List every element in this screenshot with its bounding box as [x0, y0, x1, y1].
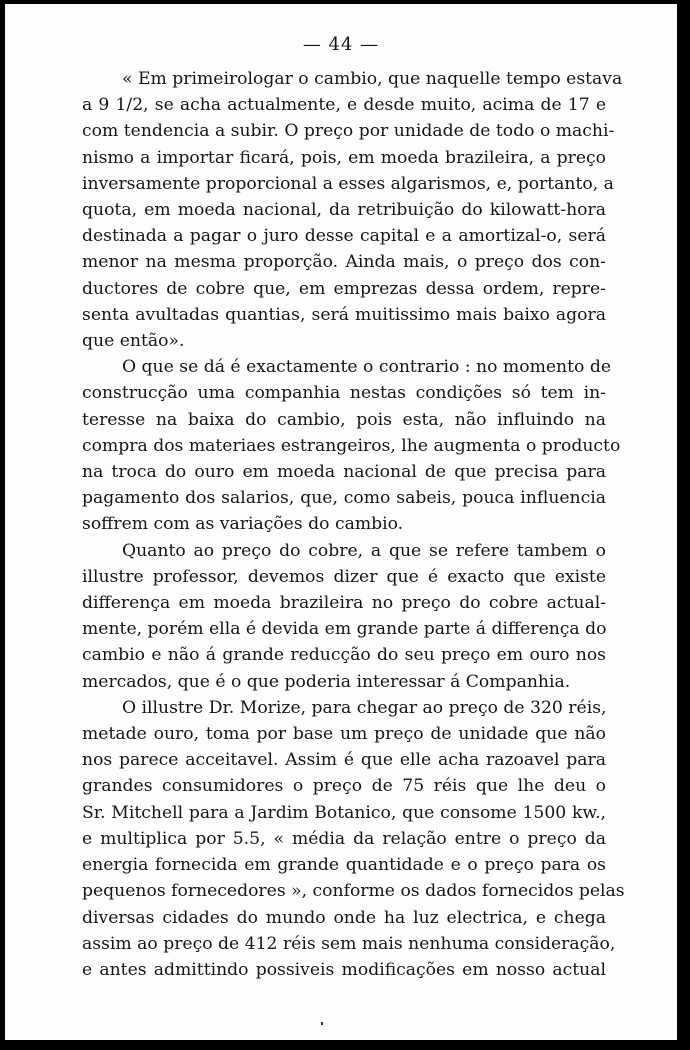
- text-line: quota, em moeda nacional, da retribuição do kilowatt-hora: [82, 200, 606, 221]
- text-line: destinada a pagar o juro desse capital e a amortizal-o, será: [82, 226, 606, 247]
- text-line: grandes consumidores o preço de 75 réis que lhe deu o: [82, 776, 606, 797]
- text-line: mercados, que é o que poderia interessar á Companhia.: [82, 671, 571, 692]
- text-line: differença em moeda brazileira no preço do cobre actual-: [82, 593, 606, 614]
- text-line: com tendencia a subir. O preço por unidade de todo o machi-: [82, 121, 615, 142]
- text-line: pagamento dos salarios, que, como sabeis, pouca influencia: [82, 488, 606, 509]
- text-line: mente, porém ella é devida em grande parte á differença do: [82, 619, 607, 640]
- text-line: energia fornecida em grande quantidade e o preço para os: [82, 855, 606, 876]
- page-number: — 44 —: [302, 34, 380, 55]
- book-page: [5, 4, 677, 1040]
- text-line: teresse na baixa do cambio, pois esta, não influindo na: [82, 409, 606, 430]
- paragraph-1: [82, 66, 623, 354]
- text-line: inversamente proporcional a esses algarismos, e, portanto, a: [82, 173, 614, 194]
- text-line: pequenos fornecedores », conforme os dados fornecidos pelas: [82, 881, 625, 902]
- text-line: cambio e não á grande reducção do seu preço em ouro nos: [82, 645, 606, 666]
- text-line: construcção uma companhia nestas condições só tem in-: [82, 383, 606, 404]
- text-line: Quanto ao preço do cobre, a que se refere tambem o: [122, 540, 606, 561]
- text-line: nos parece acceitavel. Assim é que elle acha razoavel para: [82, 750, 606, 771]
- text-line: ductores de cobre que, em emprezas dessa ordem, repre-: [82, 278, 606, 299]
- text-line: soffrem com as variações do cambio.: [82, 514, 404, 535]
- text-line: « Em primeirologar o cambio, que naquelle tempo estava: [122, 69, 623, 89]
- paragraph-2: [82, 354, 621, 537]
- text-line: e multiplica por 5.5, « média da relação entre o preço da: [82, 828, 606, 849]
- text-line: que então».: [82, 331, 185, 352]
- text-line: Sr. Mitchell para a Jardim Botanico, que consome 1500 kw.,: [82, 802, 606, 823]
- paragraph-4: [82, 695, 625, 983]
- body-text: [82, 66, 625, 983]
- text-line: menor na mesma proporção. Ainda mais, o preço dos con-: [82, 252, 606, 273]
- text-line: O illustre Dr. Morize, para chegar ao preço de 320 réis,: [122, 697, 607, 718]
- text-line: a 9 1/2, se acha actualmente, e desde muito, acima de 17 e: [82, 95, 606, 116]
- text-line: diversas cidades do mundo onde ha luz electrica, e chega: [82, 907, 606, 928]
- text-line: senta avultadas quantias, será muitissimo mais baixo agora: [82, 304, 606, 325]
- text-line: O que se dá é exactamente o contrario : no momento de: [122, 357, 611, 378]
- text-line: illustre professor, devemos dizer que é exacto que existe: [82, 566, 606, 587]
- text-line: assim ao preço de 412 réis sem mais nenhuma consideração,: [82, 933, 616, 954]
- text-line: na troca do ouro em moeda nacional de que precisa para: [82, 462, 606, 483]
- text-line: metade ouro, toma por base um preço de unidade que não: [82, 724, 606, 745]
- text-line: compra dos materiaes estrangeiros, lhe augmenta o producto: [82, 435, 621, 456]
- text-line: nismo a importar ficará, pois, em moeda brazileira, a preço: [82, 147, 606, 168]
- text-line: e antes admittindo possiveis modificações em nosso actual: [82, 959, 606, 980]
- ink-speck: [321, 1022, 323, 1025]
- paragraph-3: [82, 538, 606, 695]
